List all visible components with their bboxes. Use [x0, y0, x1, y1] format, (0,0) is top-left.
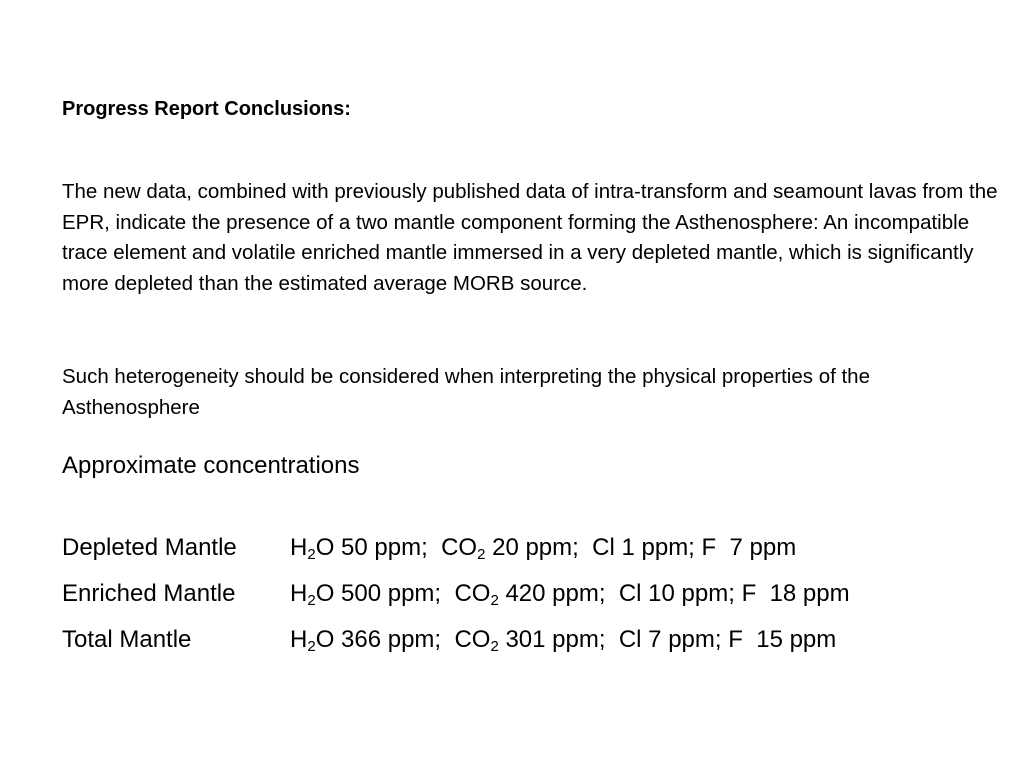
co2-cl-f-values: 420 ppm; Cl 10 ppm; F 18 ppm [498, 580, 850, 607]
h2o-subscript: 2 [307, 546, 316, 563]
concentration-row-total-mantle [62, 625, 836, 655]
row-label: Enriched Mantle [62, 580, 236, 607]
concentration-row-depleted-mantle [62, 533, 796, 563]
h2o-value: O 50 ppm; [315, 534, 442, 561]
concentration-row-enriched-mantle [62, 579, 850, 609]
conclusion-paragraph-1: The new data, combined with previously published data of intra-transform and seamount lavas from the EPR, indicate the presence of a two mantle component forming the Asthenosphere: An incompatible trace element and volatile enriched mantle immersed in a very depleted mantle, which is significantly more depleted than the estimated average MORB source. [62, 180, 998, 295]
h2o-value: O 500 ppm; [315, 580, 455, 607]
co2-species: CO [454, 626, 491, 653]
slide-title: Progress Report Conclusions: [62, 98, 351, 120]
conclusion-paragraph-2: Such heterogeneity should be considered when interpreting the physical properties of the Asthenosphere [62, 365, 870, 419]
co2-subscript: 2 [477, 546, 486, 563]
co2-subscript: 2 [490, 638, 499, 655]
co2-cl-f-values: 301 ppm; Cl 7 ppm; F 15 ppm [498, 626, 837, 653]
h2o-species: H [290, 626, 308, 653]
h2o-species: H [290, 580, 308, 607]
h2o-subscript: 2 [307, 592, 316, 609]
co2-species: CO [454, 580, 491, 607]
h2o-value: O 366 ppm; [315, 626, 455, 653]
h2o-subscript: 2 [307, 638, 316, 655]
co2-subscript: 2 [490, 592, 499, 609]
h2o-species: H [290, 534, 308, 561]
co2-species: CO [441, 534, 478, 561]
row-label: Depleted Mantle [62, 534, 237, 561]
co2-cl-f-values: 20 ppm; Cl 1 ppm; F 7 ppm [485, 534, 797, 561]
concentrations-heading: Approximate concentrations [62, 452, 360, 479]
row-label: Total Mantle [62, 626, 192, 653]
